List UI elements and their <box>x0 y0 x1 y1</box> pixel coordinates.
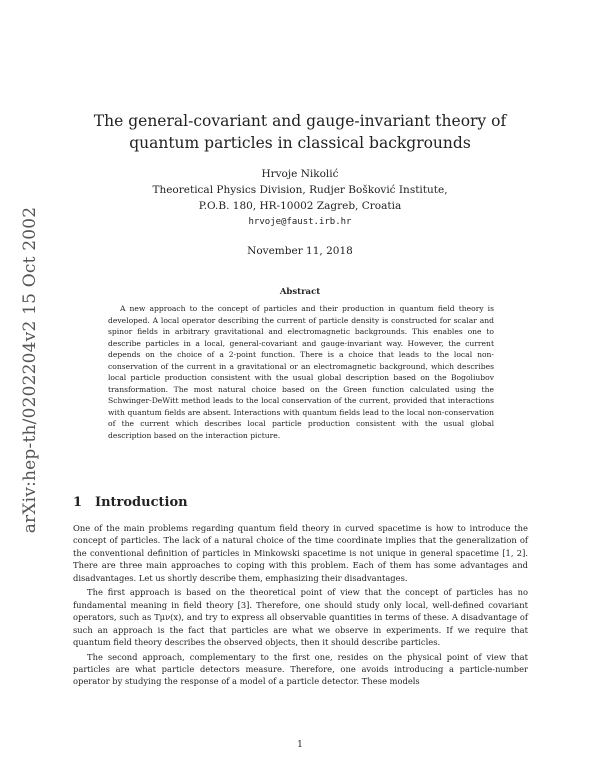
arxiv-identifier: arXiv:hep-th/0202204v2 15 Oct 2002 <box>20 206 40 534</box>
section-heading <box>73 495 188 510</box>
page-number: 1 <box>297 740 303 750</box>
paragraph: The second approach, complementary to the first one, resides on the physical point of view that particles are what particle detectors measure. Therefore, one avoids introducing a particle-number operator by studying the response of a model of a particle detector. These models <box>73 651 528 687</box>
affiliation-line-1: Theoretical Physics Division, Rudjer Bošković Institute, <box>152 184 448 196</box>
author-email: hrvoje@faust.irb.hr <box>248 217 352 227</box>
section-number: 1 <box>73 495 83 510</box>
section-body <box>73 522 528 690</box>
author-name: Hrvoje Nikolić <box>261 168 339 180</box>
affiliation-line-2: P.O.B. 180, HR-10002 Zagreb, Croatia <box>198 200 402 212</box>
section-title: Introduction <box>95 495 188 510</box>
paper-title: The general-covariant and gauge-invariant theory of quantum particles in classical backgrounds <box>93 112 507 152</box>
author-block <box>80 166 520 230</box>
abstract-text: A new approach to the concept of particles and their production in quantum field theory is developed. A local operator describing the current of particle density is constructed for scalar and spinor fields in arbitrary gravitational and electromagnetic backgrounds. This enables one to describe particles in a local, general-covariant and gauge-invariant way. However, the current depends on the choice of a 2-point function. There is a choice that leads to the local non-conservation of the current in a gravitational or an electromagnetic background, which describes local particle production consistent with the usual global description based on the Bogoliubov transformation. The most natural choice based on the Green function calculated using the Schwinger-DeWitt method leads to the local conservation of the current, provided that interactions with quantum fields are absent. Interactions with quantum fields lead to the local non-conservation of the current which describes local particle production consistent with the usual global description based on the interaction picture. <box>108 304 494 441</box>
paragraph: The first approach is based on the theoretical point of view that the concept of particles has no fundamental meaning in field theory [3]. Therefore, one should study only local, well-defined covariant operators, such as Tμν(x), and try to express all observable quantities in terms of these. A disadvantage of such an approach is the fact that particles are what we observe in experiments. If we require that quantum field theory describes the observed objects, then it should describe particles. <box>73 587 528 648</box>
abstract-heading: Abstract <box>279 287 321 297</box>
paper-date: November 11, 2018 <box>247 245 353 257</box>
paragraph: One of the main problems regarding quantum field theory in curved spacetime is how to introduce the concept of particles. The lack of a natural choice of the time coordinate implies that the generalization of the conventional definition of particles in Minkowski spacetime is not unique in general spacetime [1, 2]. There are three main approaches to coping with this problem. Each of them has some advantages and disadvantages. Let us shortly describe them, emphasizing their disadvantages. <box>73 523 528 583</box>
